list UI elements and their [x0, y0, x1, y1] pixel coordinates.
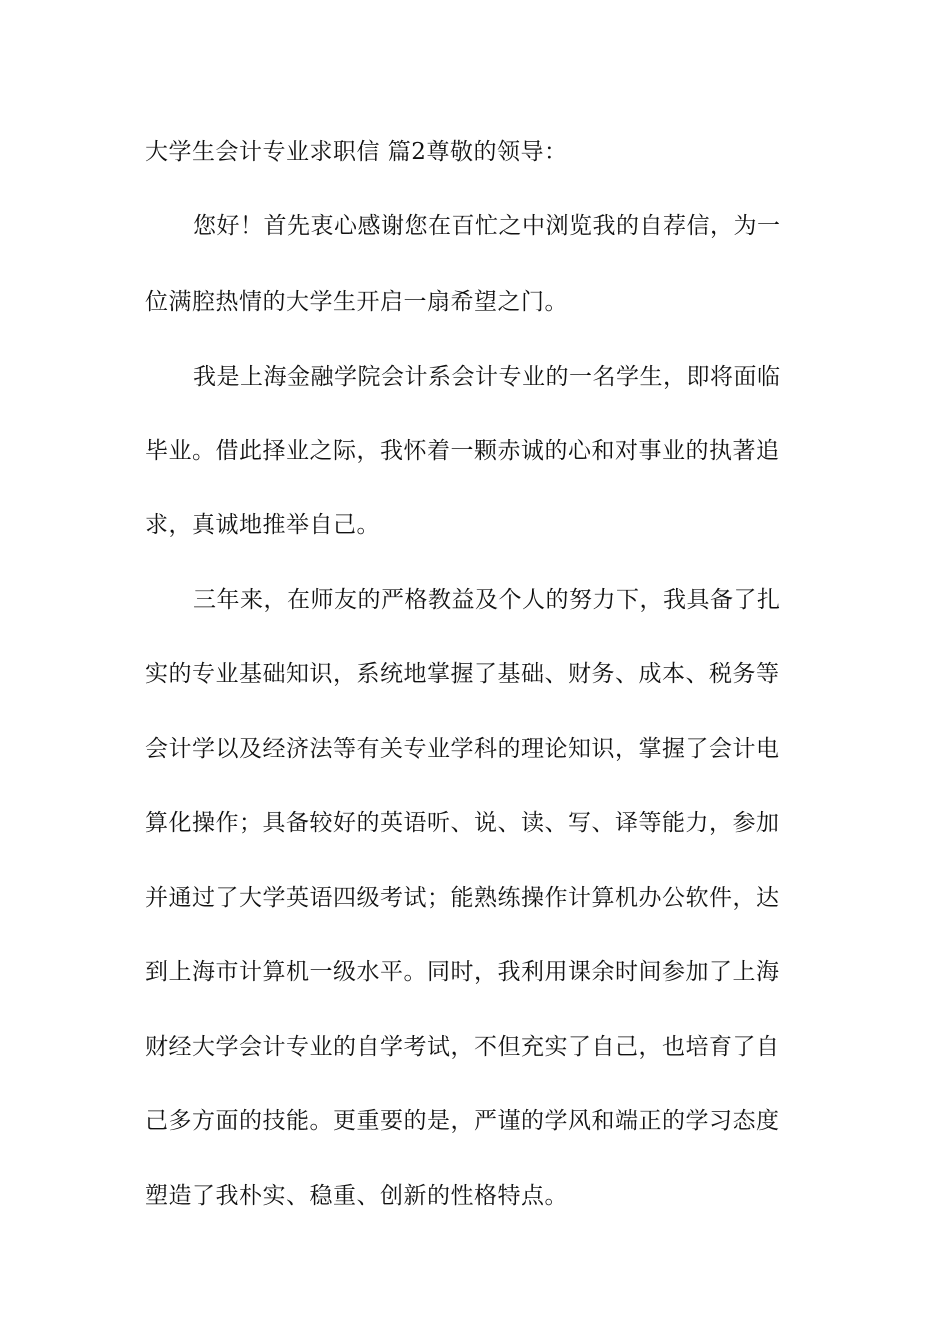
paragraph-3-line-2: 实的专业基础知识，系统地掌握了基础、财务、成本、税务等 — [145, 661, 780, 687]
paragraph-3-line-9: 塑造了我朴实、稳重、创新的性格特点。 — [145, 1183, 568, 1209]
paragraph-3-line-6: 到上海市计算机一级水平。同时，我利用课余时间参加了上海 — [145, 959, 780, 985]
paragraph-3-line-5: 并通过了大学英语四级考试；能熟练操作计算机办公软件，达 — [145, 885, 780, 911]
paragraph-1-line-2: 位满腔热情的大学生开启一扇希望之门。 — [145, 289, 568, 315]
paragraph-1-line-1: 您好！首先衷心感谢您在百忙之中浏览我的自荐信，为一 — [193, 213, 781, 239]
paragraph-3-line-1: 三年来，在师友的严格教益及个人的努力下，我具备了扎 — [193, 587, 781, 613]
paragraph-3-line-8: 己多方面的技能。更重要的是，严谨的学风和端正的学习态度 — [145, 1108, 780, 1134]
paragraph-3-line-4: 算化操作；具备较好的英语听、说、读、写、译等能力，参加 — [145, 810, 780, 836]
paragraph-3-line-7: 财经大学会计专业的自学考试，不但充实了自己，也培育了自 — [145, 1034, 780, 1060]
letter-heading: 大学生会计专业求职信 篇2尊敬的领导： — [145, 139, 568, 165]
paragraph-2-line-1: 我是上海金融学院会计系会计专业的一名学生，即将面临 — [193, 364, 781, 390]
paragraph-3-line-3: 会计学以及经济法等有关专业学科的理论知识，掌握了会计电 — [145, 736, 780, 762]
paragraph-2-line-3: 求，真诚地推举自己。 — [145, 512, 380, 538]
paragraph-2-line-2: 毕业。借此择业之际，我怀着一颗赤诚的心和对事业的执著追 — [145, 438, 780, 464]
